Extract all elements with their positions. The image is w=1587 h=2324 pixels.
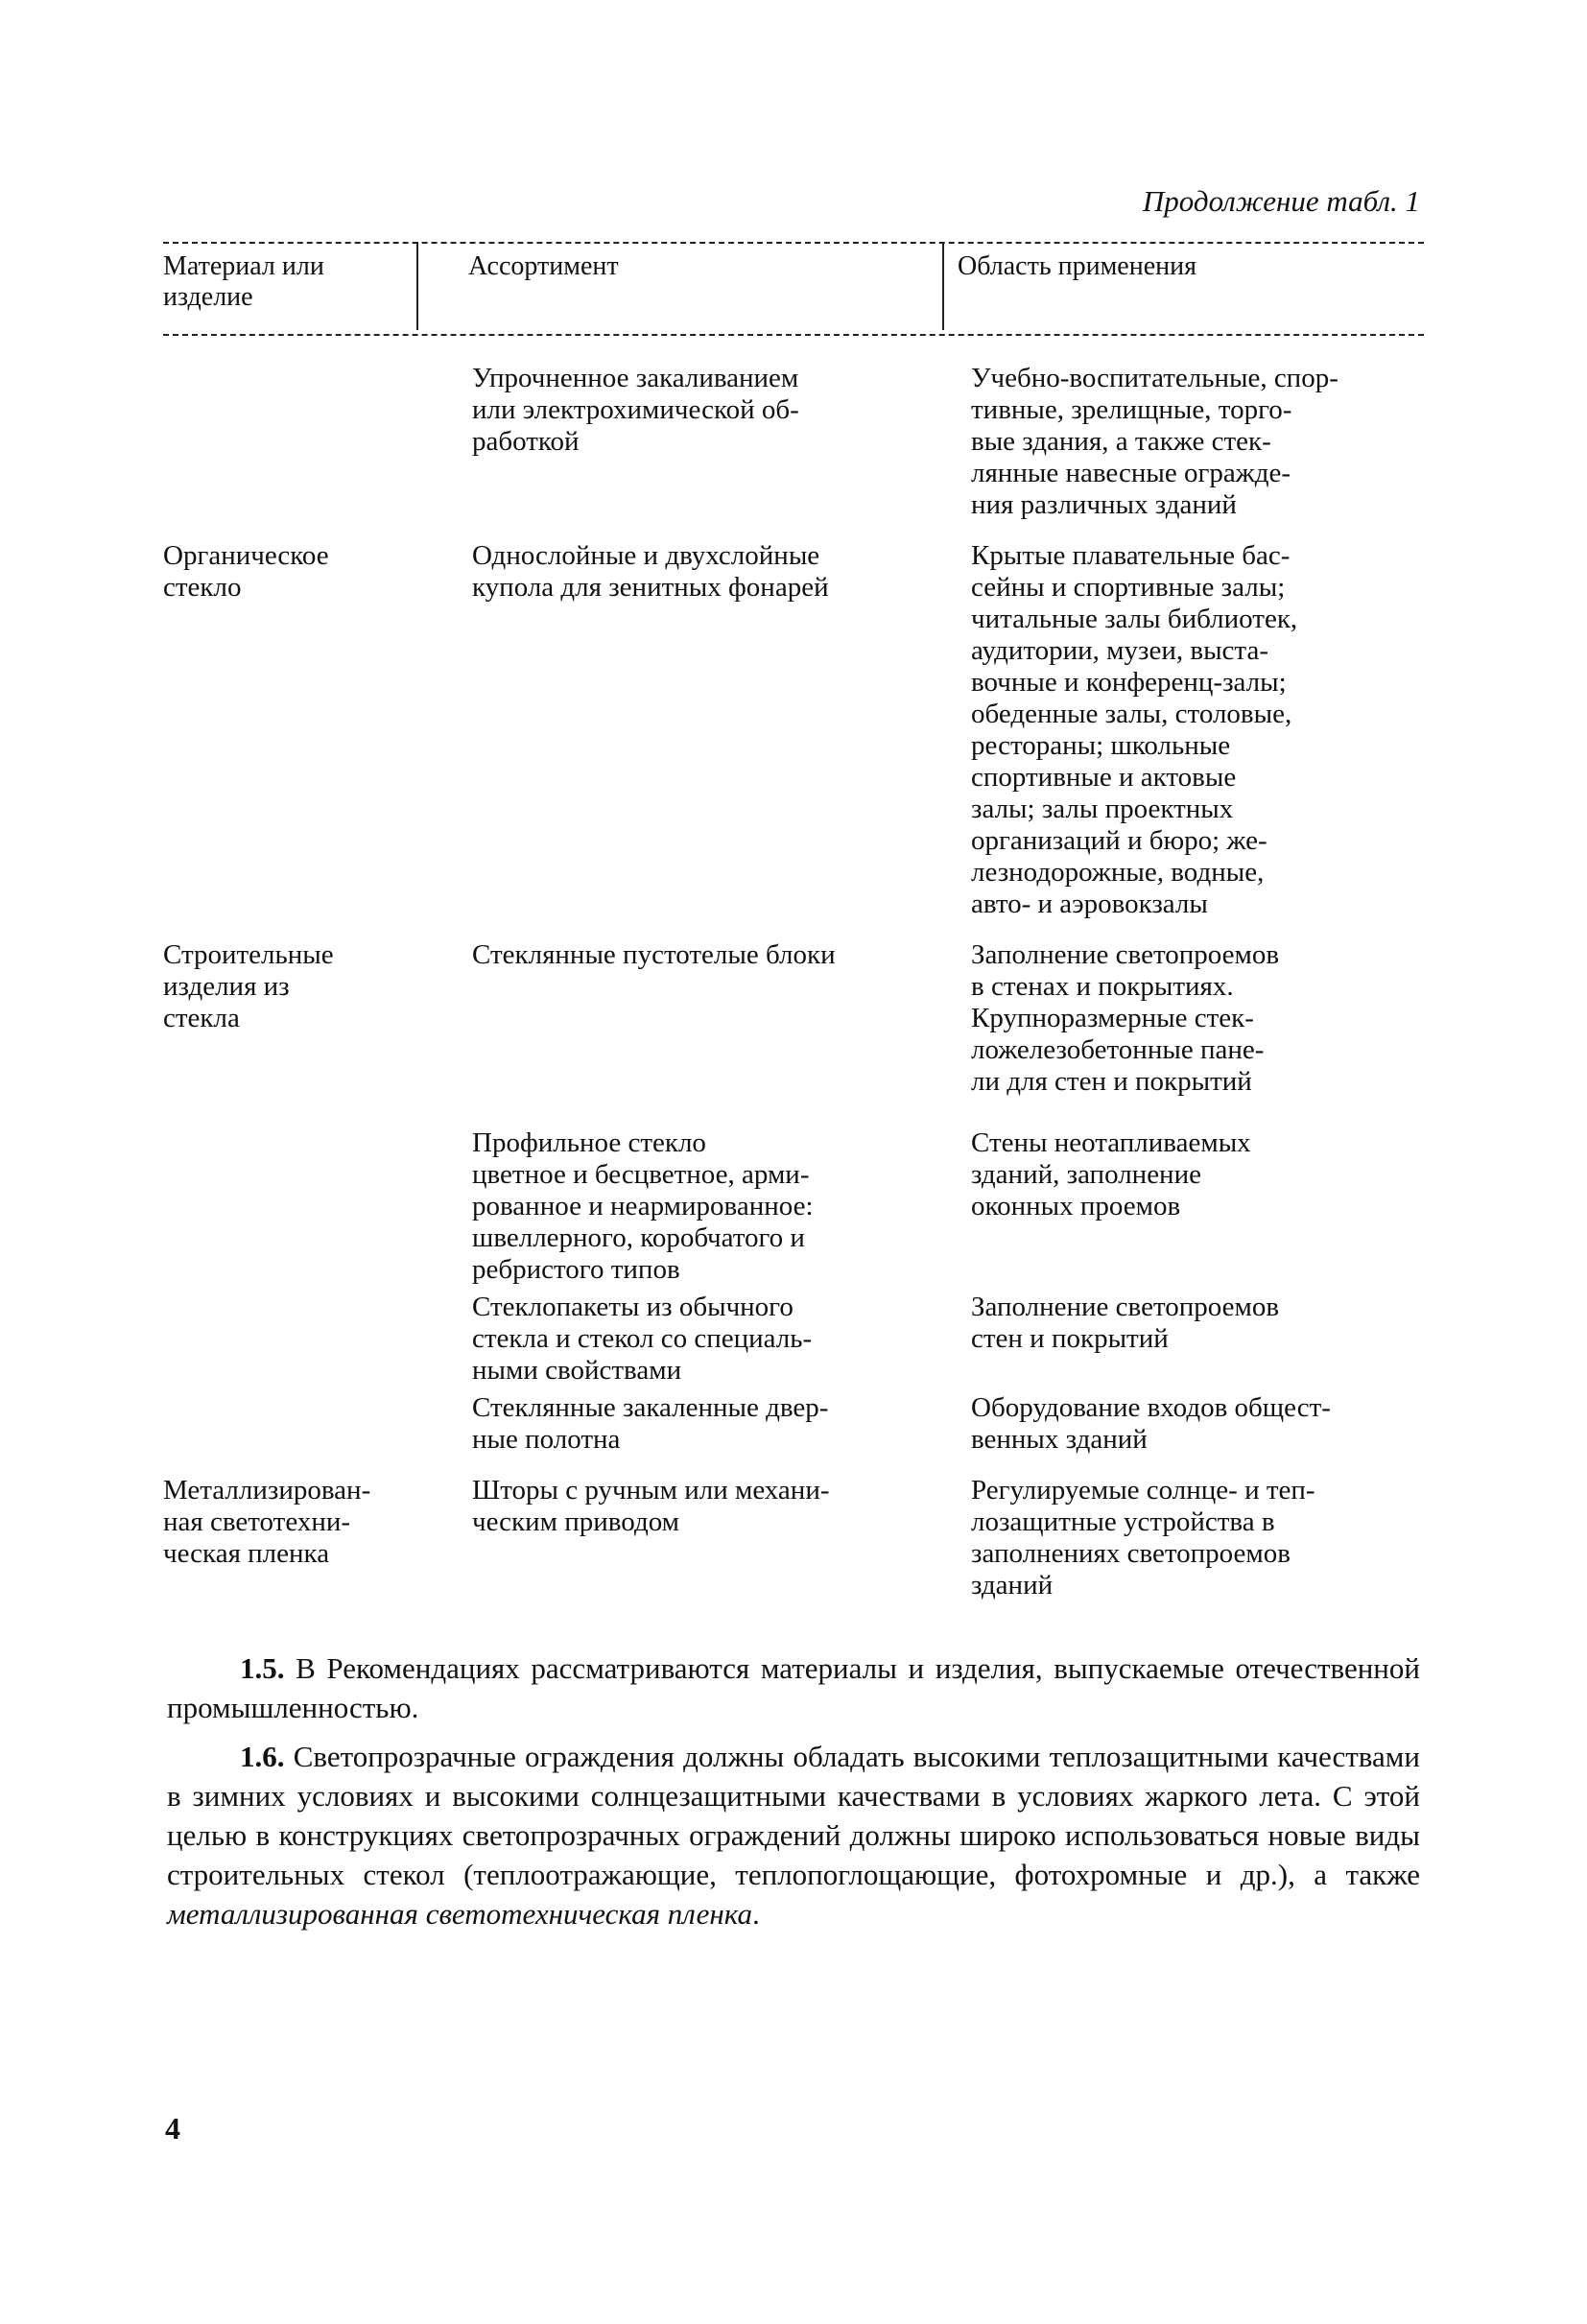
cell-application: Учебно-воспитательные, спор- тивные, зрелищные, торго- вые здания, а также стек- лянные навесные огражде- ния различных зданий — [971, 363, 1338, 520]
cell-assortment: Стеклянные закаленные двер- ные полотна — [472, 1392, 829, 1455]
table-row — [163, 1392, 1424, 1475]
paragraph-italic-text: металлизированная светотехническая пленка — [167, 1897, 752, 1931]
table-top-rule — [163, 242, 1424, 244]
header-divider-1 — [416, 242, 418, 330]
cell-material — [163, 1127, 472, 1292]
table-row — [163, 540, 1424, 939]
cell-application: Оборудование входов общест- венных зданий — [971, 1392, 1331, 1455]
paragraph-1-5 — [167, 1648, 1420, 1727]
cell-assortment: Стеклопакеты из обычного стекла и стекол со специаль- ными свойствами — [472, 1292, 813, 1386]
table-row — [163, 1292, 1424, 1392]
table-row — [163, 1475, 1424, 1601]
cell-assortment: Стеклянные пустотелые блоки — [472, 939, 836, 970]
paragraph-number: 1.6. — [240, 1740, 285, 1773]
cell-application: Заполнение светопроемов в стенах и покрытиях. Крупноразмерные стек- ложелезобетонные пане- ли для стен и покрытий — [971, 939, 1280, 1097]
paragraph-end: . — [751, 1897, 760, 1931]
cell-material: Строительные изделия из стекла — [163, 939, 334, 1033]
cell-material — [163, 1392, 472, 1475]
cell-application: Стены неотапливаемых зданий, заполнение оконных проемов — [971, 1127, 1251, 1221]
paragraph-number: 1.5. — [240, 1651, 285, 1685]
header-divider-2 — [942, 242, 944, 330]
cell-assortment: Шторы с ручным или механи- ческим приводом — [472, 1475, 830, 1537]
cell-application: Заполнение светопроемов стен и покрытий — [971, 1292, 1280, 1354]
paragraph-text: В Рекомендациях рассматриваются материалы и изделия, выпускаемые отечественной промышленностью. — [167, 1651, 1420, 1724]
cell-material: Органическое стекло — [163, 540, 329, 603]
header-bottom-rule — [163, 334, 1424, 336]
body-text — [167, 1648, 1420, 1943]
header-material: Материал или изделие — [163, 251, 324, 312]
table-row — [163, 363, 1424, 540]
cell-assortment: Профильное стекло цветное и бесцветное, арми- рованное и неармированное: швеллерного, коробчатого и ребристого типов — [472, 1127, 814, 1285]
cell-material — [163, 363, 472, 540]
table-caption: Продолжение табл. 1 — [1142, 184, 1420, 218]
header-assortment: Ассортимент — [468, 251, 619, 281]
paragraph-text: Светопрозрачные ограждения должны обладать высокими теплозащитными качествами в зимних условиях и высокими солнцезащитными качествами в условиях жаркого лета. С этой целью в конструкциях светопрозрачных ограждений должны широко использоваться новые виды строительных стекол (теплоотражающие, теплопоглощающие, фотохромные и др.), а также — [167, 1740, 1420, 1891]
paragraph-1-6 — [167, 1737, 1420, 1933]
header-application: Область применения — [958, 251, 1196, 281]
page-number: 4 — [165, 2111, 180, 2146]
cell-material — [163, 1292, 472, 1392]
table-row — [163, 939, 1424, 1127]
cell-material: Металлизирован- ная светотехни- ческая пленка — [163, 1475, 371, 1569]
materials-table — [163, 363, 1424, 1601]
table-row — [163, 1127, 1424, 1292]
cell-application: Крытые плавательные бас- сейны и спортивные залы; читальные залы библиотек, аудитории, музеи, выста- вочные и конференц-залы; обеденные залы, столовые, рестораны; школьные спортивные и актовые залы; залы проектных организаций и бюро; же- лезнодорожные, водные, авто- и аэровокзалы — [971, 540, 1298, 919]
cell-application: Регулируемые солнце- и теп- лозащитные устройства в заполнениях светопроемов зданий — [971, 1475, 1315, 1601]
cell-assortment: Однослойные и двухслойные купола для зенитных фонарей — [472, 540, 829, 603]
cell-assortment: Упрочненное закаливанием или электрохимической об- работкой — [472, 363, 799, 457]
